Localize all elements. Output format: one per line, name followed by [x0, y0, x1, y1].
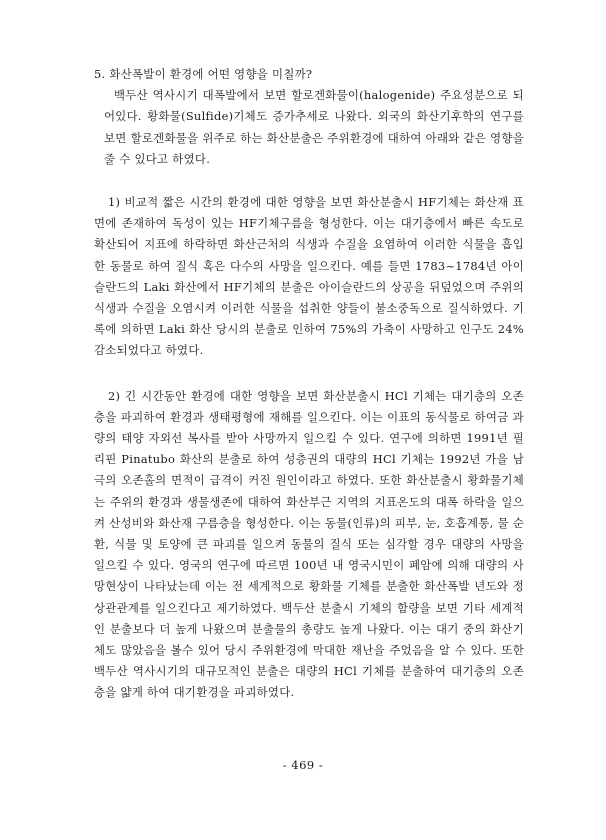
- section-heading: 5. 화산폭발이 환경에 어떤 영향을 미칠까?: [94, 67, 313, 81]
- page-number: - 469 -: [282, 758, 324, 772]
- document-body: [94, 64, 524, 704]
- paragraph-spacer: [94, 170, 524, 192]
- paragraph-spacer: [94, 362, 524, 386]
- paragraph-short-term-effects: 1) 비교적 짧은 시간의 환경에 대한 영향을 보면 화산분출시 HF기체는 화산재 표면에 존재하여 독성이 있는 HF기체구름을 형성한다. 이는 대기층에서 빠른 속도로 확산되어 지표에 하락하면 화산근처의 식생과 수질을 요염하여 이러한 식물을 흡입한 동물로 하여 질식 혹은 다수의 사망을 일으킨다. 예를 들면 1783~1784년 아이슬란드의 Laki 화산에서 HF기체의 분출은 아이슬란드의 상공을 뒤덮었으며 주위의 식생과 수질을 오염시켜 이러한 식물을 섭취한 양들이 불소중독으로 질식하였다. 기록에 의하면 Laki 화산 당시의 분출로 인하여 75%의 가축이 사망하고 인구도 24% 감소되었다고 하였다.: [94, 195, 524, 358]
- intro-paragraph: 백두산 역사시기 대폭발에서 보면 할로겐화물이(halogenide) 주요성분으로 되어있다. 황화물(Sulfide)기체도 증가추세로 나왔다. 외국의 화산기후학의 연구를 보면 할로겐화물을 위주로 하는 화산분출은 주위환경에 대하여 아래와 같은 영향을 줄 수 있다고 하였다.: [104, 88, 524, 166]
- paragraph-long-term-effects: 2) 긴 시간동안 환경에 대한 영향을 보면 화산분출시 HCl 기체는 대기층의 오존층을 파괴하여 환경과 생태평형에 재해를 일으킨다. 이는 이표의 동식물로 하여금 과량의 태양 자외선 복사를 받아 사망까지 일으킬 수 있다. 연구에 의하면 1991년 필리핀 Pinatubo 화산의 분출로 하여 성층권의 대량의 HCl 기체는 1992년 가을 남극의 오존홀의 면적이 급격이 커진 원인이라고 하였다. 또한 화산분출시 황화물기체는 주위의 환경과 생물생존에 대하여 화산부근 지역의 지표온도의 대폭 하락을 일으켜 산성비와 화산재 구름층을 형성한다. 이는 동물(인류)의 피부, 눈, 호흡계통, 물 순환, 식물 및 토양에 큰 파괴를 일으켜 동물의 질식 또는 심각할 경우 대량의 사망을 일으킬 수 있다. 영국의 연구에 따르면 100년 내 영국시민이 폐암에 의해 대량의 사망현상이 나타났는데 이는 전 세계적으로 황화물 기체를 분출한 화산폭발 년도와 정상관관계를 일으킨다고 제기하였다. 백두산 분출시 기체의 함량을 보면 기타 세계적인 분출보다 더 높게 나왔으며 분출물의 총량도 높게 나왔다. 이는 대기 중의 화산기체도 많았음을 볼수 있어 당시 주위환경에 막대한 재난을 주었음을 알 수 있다. 또한 백두산 역사시기의 대규모적인 분출은 대량의 HCl 기체를 분출하여 대기층의 오존층을 얇게 하여 대기환경을 파괴하였다.: [94, 388, 525, 700]
